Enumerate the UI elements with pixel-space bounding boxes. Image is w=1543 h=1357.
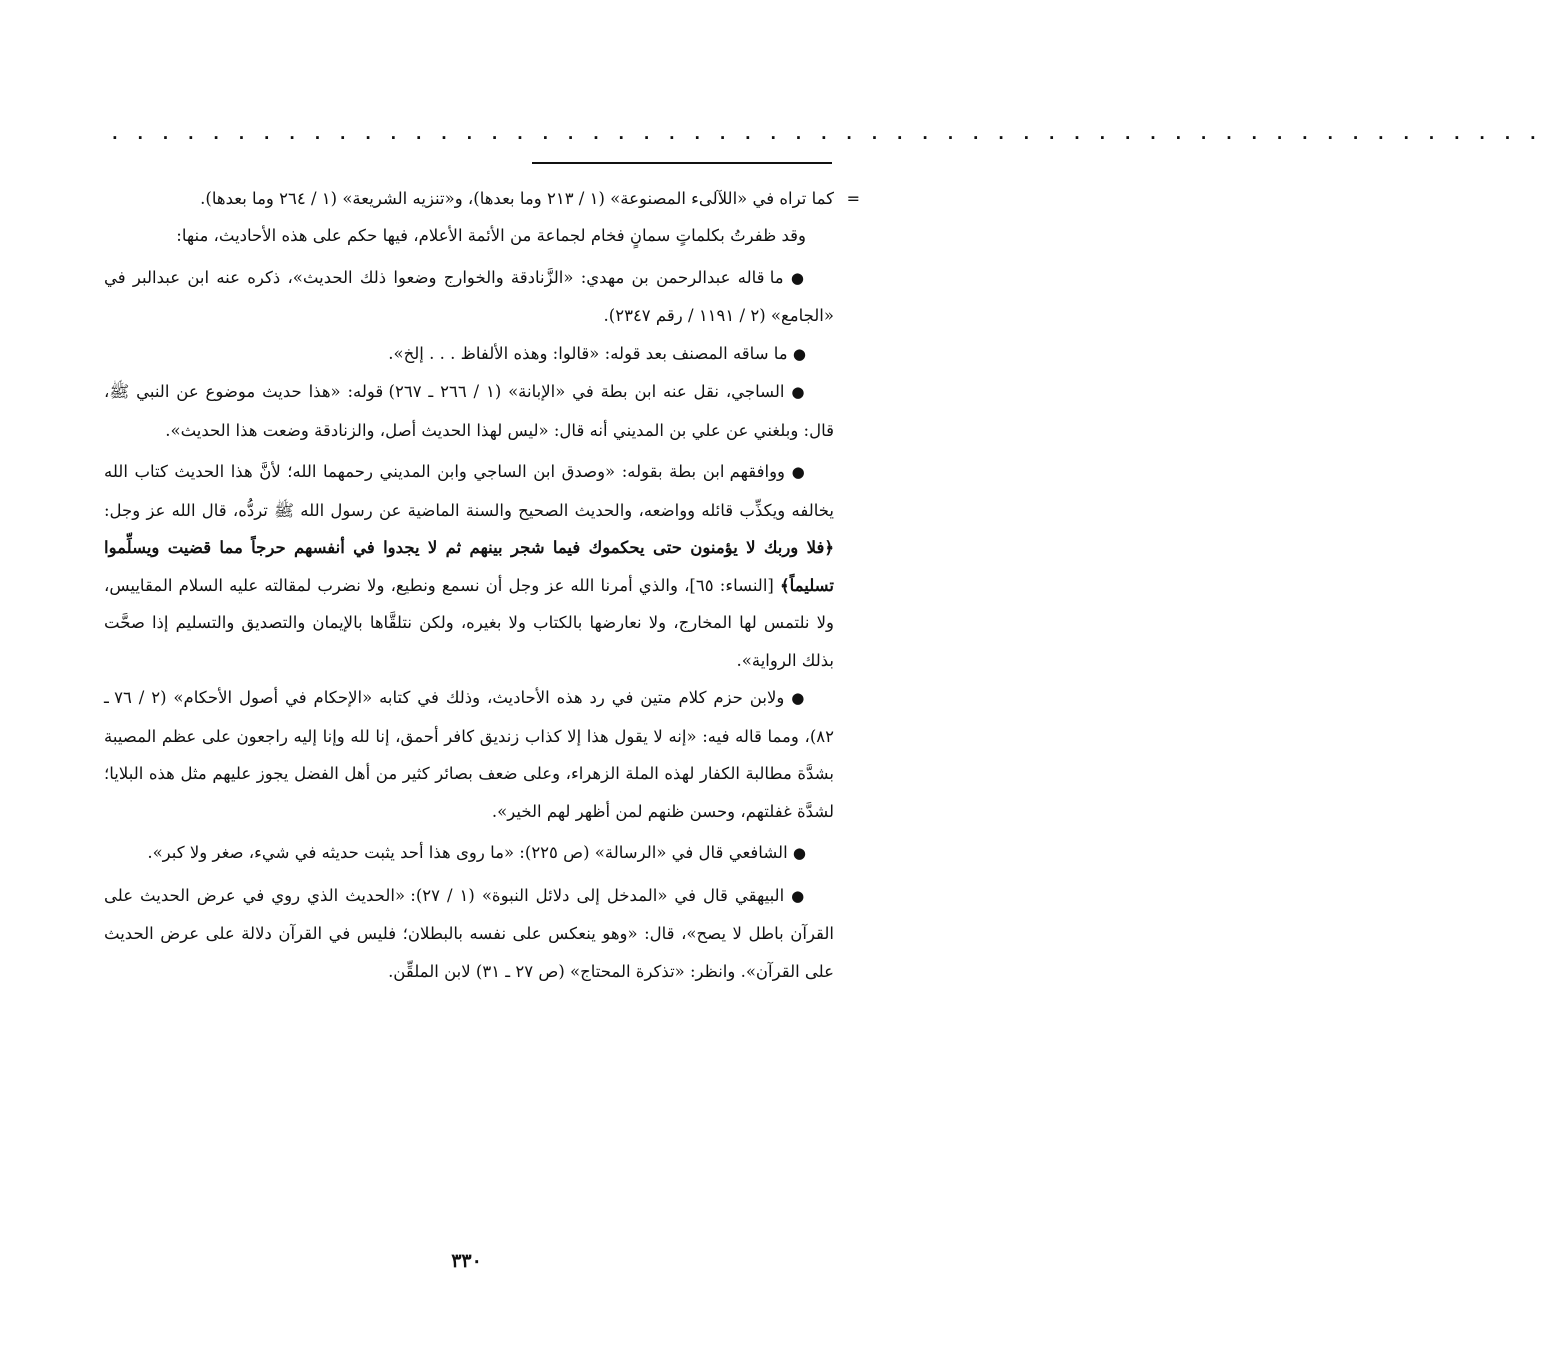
list-item [104, 373, 834, 449]
list-item [104, 335, 834, 374]
list-item-text: ما ساقه المصنف بعد قوله: «قالوا: وهذه الألفاظ . . . إلخ». [388, 343, 788, 363]
list-item-text: ووافقهم ابن بطة بقوله: «وصدق ابن الساجي وابن المديني رحمهما الله؛ لأنَّ هذا الحديث كتاب الله يخالفه ويكذِّب قائله وواضعه، والحديث الصحيح والسنة الماضية عن رسول الله ﷺ تردُّه، قال الله عز وجل: [104, 462, 834, 520]
footnote-block [104, 180, 860, 990]
bullet-icon: ● [791, 463, 806, 481]
footnote-intro-paragraph: وقد ظفرتُ بكلماتٍ سمانٍ فخام لجماعة من الأئمة الأعلام، فيها حكم على هذه الأحاديث، منها: [176, 226, 806, 245]
list-item-text: ما قاله عبدالرحمن بن مهدي: «الزَّنادقة والخوارج وضعوا ذلك الحديث»، ذكره عنه ابن عبدالبر في «الجامع» (٢ / ١١٩١ / رقم ٢٣٤٧). [104, 267, 834, 325]
bullet-icon: ● [791, 689, 807, 707]
footnote-lead-paragraph [104, 180, 860, 217]
bullet-icon: ● [792, 844, 806, 862]
list-item-text-continued: [النساء: ٦٥]، والذي أمرنا الله عز وجل أن نسمع ونطيع، ولا نضرب لمقالته عليه السلام المقاييس، ولا نلتمس لها المخارج، ولا نعارضها بالكتاب ولا بغيره، ولكن نتلقَّاها بالإيمان والتصديق والتسليم إذا صحَّت بذلك الرواية». [104, 575, 834, 670]
list-item-text: البيهقي قال في «المدخل إلى دلائل النبوة» (١ / ٢٧): «الحديث الذي روي في عرض الحديث على القرآن باطل لا يصح»، قال: «وهو ينعكس على نفسه بالبطلان؛ فليس في القرآن دلالة على عرض الحديث على القرآن». وانظر: «تذكرة المحتاج» (ص ٢٧ ـ ٣١) لابن الملقِّن. [104, 885, 834, 981]
bullet-icon: ● [791, 383, 806, 401]
continuation-mark: = [846, 189, 860, 208]
header-dot-separator: . . . . . . . . . . . . . . . . . . . . . . . . . . . . . . . . . . . . . . . . . . . . . . . . . . . . . . . . . [112, 125, 1543, 143]
list-item-text: ولابن حزم كلام متين في رد هذه الأحاديث، وذلك في كتابه «الإحكام في أصول الأحكام» (٢ / ٧٦ ـ ٨٢)، ومما قاله فيه: «إنه لا يقول هذا إلا كذاب زنديق كافر أحمق، إنا لله وإنا إليه راجعون على عظم المصيبة بشدَّة مطالبة الكفار لهذه الملة الزهراء، وعلى ضعف بصائر كثير من أهل الفضل يجوز عليهم مثل هذه البلايا؛ لشدَّة غفلتهم، وحسن ظنهم لمن أظهر لهم الخير». [104, 688, 834, 821]
list-item [104, 259, 834, 335]
bullet-icon: ● [791, 886, 806, 905]
page-number: ٣٣٠ [451, 1250, 482, 1272]
footnote-lead-text: كما تراه في «اللآلىء المصنوعة» (١ / ٢١٣ وما بعدها)، و«تنزيه الشريعة» (١ / ٢٦٤ وما بعدها). [200, 189, 834, 208]
list-item [104, 877, 834, 991]
list-item-text: الشافعي قال في «الرسالة» (ص ٢٢٥): «ما روى هذا أحد يثبت حديثه في شيء، صغر ولا كبر». [147, 843, 788, 862]
bullet-icon: ● [792, 344, 806, 363]
list-item [104, 453, 834, 679]
list-item [104, 834, 834, 873]
list-item [104, 679, 834, 830]
footnote-separator-rule [532, 162, 832, 164]
bullet-icon: ● [790, 268, 806, 287]
quran-verse: ﴿فلا وربك لا يؤمنون حتى يحكموك فيما شجر بينهم ثم لا يجدوا في أنفسهم حرجاً مما قضيت ويسلِّموا تسليماً﴾ [104, 538, 834, 595]
list-item-text: الساجي، نقل عنه ابن بطة في «الإبانة» (١ / ٢٦٦ ـ ٢٦٧) قوله: «هذا حديث موضوع عن النبي ﷺ، قال: وبلغني عن علي بن المديني أنه قال: «ليس لهذا الحديث أصل، والزنادقة وضعت هذا الحديث». [104, 382, 834, 440]
